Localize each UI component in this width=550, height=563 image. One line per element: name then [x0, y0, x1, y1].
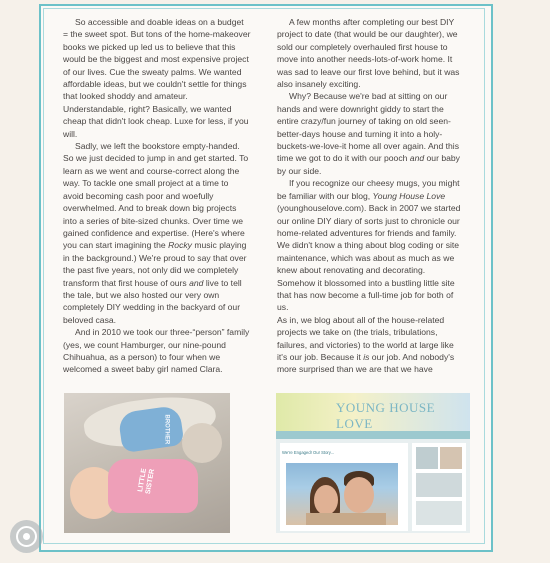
paragraph: If you recognize our cheesy mugs, you might be familiar with our blog, Young House Love (younghouselove.com). Back in 2007 we started our online DIY diary of sorts just to chronicle our home-related adventures for friends and family. We didn't know a thing about blog coding or site maintenance, which was about as much as we knew about renovating and decorating. Somehow it blossomed into a bustling little site that has now become a full-time job for both of us.	[277, 178, 461, 313]
blog-title: YOUNG HOUSE LOVE	[336, 400, 436, 431]
photo-baby-and-dog	[64, 393, 230, 533]
paragraph: Sadly, we left the bookstore empty-handed. So we just decided to jump in and get started. To learn as we went and course-correct along the way. To tackle one small project at a time to avoid becoming cash poor and woefully overwhelmed. And to break down big projects into a series of bite-sized chunks. Over time we gained confidence and expertise. (Here's where you can start imagining the Rocky music playing in the background.) We're proud to say that over the past five years, not only did we completely transform that first house of ours and live to tell the tale, but we also hosted our very own completely DIY wedding in the backyard of our beloved casa.	[63, 141, 249, 325]
couple-photo	[286, 463, 398, 525]
paragraph: A few months after completing our best DIY project to date (that would be our daughter), we sold our completely overhauled first house to move into another needs-lots-of-work home. It was sad to leave our first love behind, but it was also insanely exciting.	[277, 17, 460, 90]
blog-post-title: We're Engaged! Our Story...	[282, 450, 335, 455]
text-column-left	[63, 16, 251, 376]
paragraph: So accessible and doable ideas on a budget = the sweet spot. But tons of the home-makeover books we picked up led us to believe that this would be the biggest and most expensive project of our lives. Cue the sweaty palms. We wanted affordable ideas, but we couldn't settle for things that looked shoddy and amateur. Understandable, right? Basically, we wanted cheap that didn't look cheap. Luxe for less, if you will.	[63, 17, 251, 139]
blog-nav	[276, 431, 470, 439]
paragraph: Why? Because we're bad at sitting on our hands and were downright giddy to start the entire crazy/fun journey of taking on old seen-better-days house and turning it into a holy-buckets-we-love-it home all over again. And this time we got to do it with our pooch and our baby by our side.	[277, 91, 460, 176]
baby-onesie-text: LITTLE SISTER	[137, 467, 157, 495]
text-column-right	[277, 16, 465, 376]
dog-shirt-text	[163, 415, 170, 429]
watermark-logo	[10, 520, 43, 553]
sidebar-thumbnail	[440, 447, 462, 469]
paragraph: And in 2010 we took our three-“person” family (yes, we count Hamburger, our nine-pound Chihuahua, as a person) to four when we welcomed a sweet baby girl named Clara.	[63, 327, 250, 375]
paragraph: As in, we blog about all of the house-related projects we take on (the trials, tribulations, failures, and victories) to the world at large like it's our job. Because it is our job. And nobody's more surprised than we are that we have	[277, 314, 455, 375]
photo-blog-screenshot	[276, 393, 470, 533]
sidebar-thumbnail	[416, 473, 462, 497]
sidebar-thumbnail	[416, 501, 462, 525]
sidebar-thumbnail	[416, 447, 438, 469]
